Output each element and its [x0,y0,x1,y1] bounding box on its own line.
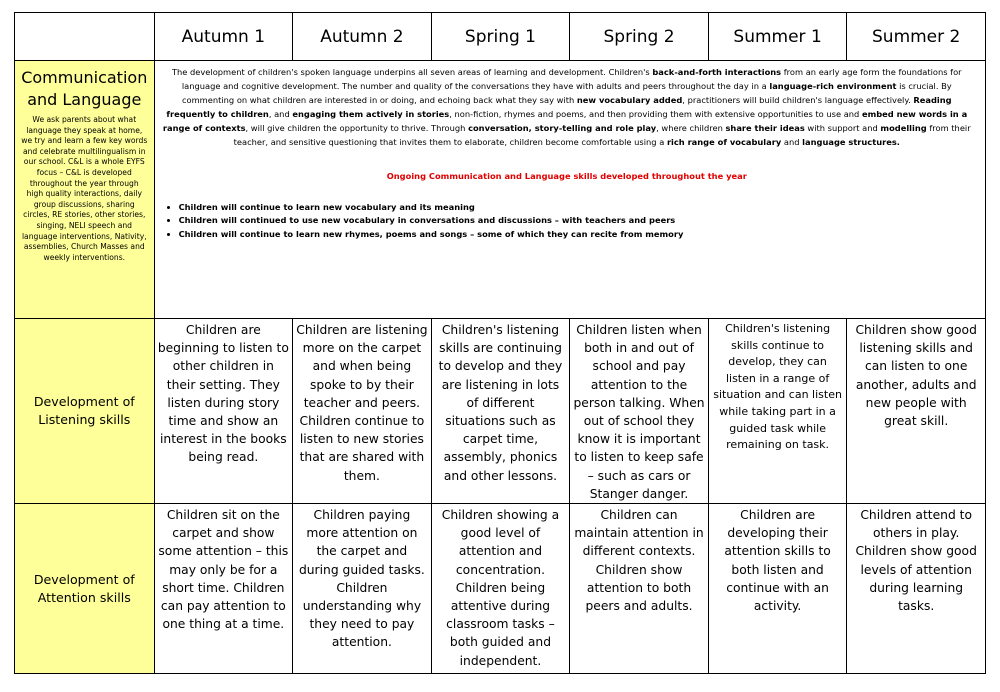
intro-text: , will give children the opportunity to thrive. Through [245,123,469,133]
listening-label: Development of Listening skills [15,319,155,504]
intro-text: is crucial. By commenting on what children are interested in or doing, and echoing back what they say with [181,81,952,105]
header-spring-2: Spring 2 [570,13,709,61]
intro-emphasis: modelling [880,123,927,133]
intro-emphasis: conversation, story-telling and role play [468,123,657,133]
listening-spring-2: Children listen when both in and out of school and pay attention to the person talking. When out of school they know it is important to listen to keep safe – such as cars or Stanger danger. [570,319,709,504]
ongoing-skills-list [161,201,973,241]
attention-spring-1: Children showing a good level of attention and concentration. Children being attentive during classroom tasks – both guided and independent. [431,504,570,674]
intro-emphasis: engaging them actively in stories [292,109,450,119]
communication-language-label-cell [15,61,155,319]
header-summer-2: Summer 2 [847,13,986,61]
intro-text: The development of children's spoken language underpins all seven areas of learning and development. Children's [171,67,653,77]
attention-autumn-2: Children paying more attention on the carpet and during guided tasks. Children understanding why they need to pay attention. [293,504,432,674]
intro-text: , where children [656,123,726,133]
intro-emphasis: back-and-forth interactions [652,67,782,77]
attention-summer-2: Children attend to others in play. Children show good levels of attention during learning tasks. [847,504,986,674]
intro-text: , non-fiction, rhymes and poems, and then providing them with extensive opportunities to use and [449,109,862,119]
communication-language-row [15,61,986,319]
header-corner [15,13,155,61]
list-item: • Children will continue to learn new vocabulary and its meaning [179,201,973,214]
listening-spring-1: Children's listening skills are continuing to develop and they are listening in lots of different situations such as carpet time, assembly, phonics and other lessons. [431,319,570,504]
intro-emphasis: share their ideas [725,123,805,133]
communication-language-description: We ask parents about what language they speak at home, we try and learn a few key words and celebrate multilingualism in our school. C&L is a whole EYFS focus – C&L is developed throughout the year through high quality interactions, daily group discussions, sharing circles, RE stories, other stories, singing, NELI speech and language interventions, Nativity, assemblies, Church Masses and weekly interventions. [21,115,148,262]
header-row [15,13,986,61]
intro-emphasis: language structures. [802,137,900,147]
communication-language-title: Communication and Language [21,68,148,109]
intro-emphasis: Reading frequently to children [166,95,952,119]
header-autumn-1: Autumn 1 [154,13,293,61]
intro-text: from their teacher, and sensitive questioning that invites them to elaborate, children become comfortable using a [233,123,971,147]
attention-spring-2: Children can maintain attention in different contexts. Children show attention to both peers and adults. [570,504,709,674]
header-autumn-2: Autumn 2 [293,13,432,61]
list-item: • Children will continue to learn new rhymes, poems and songs – some of which they can recite from memory [179,228,973,241]
intro-emphasis: embed new words in a range of contexts [162,109,968,133]
communication-language-overview [154,61,985,319]
list-item: • Children will continued to use new vocabulary in conversations and discussions – with teachers and peers [179,214,973,227]
intro-emphasis: language-rich environment [769,81,897,91]
attention-autumn-1: Children sit on the carpet and show some attention – this may only be for a short time. Children can pay attention to one thing at a time. [154,504,293,674]
intro-paragraph [161,65,973,149]
listening-summer-2: Children show good listening skills and can listen to one another, adults and new people with great skill. [847,319,986,504]
header-summer-1: Summer 1 [708,13,847,61]
listening-autumn-2: Children are listening more on the carpet and when being spoke to by their teacher and peers. Children continue to listen to new stories that are shared with them. [293,319,432,504]
intro-text: , practitioners will build children's language effectively. [682,95,914,105]
attention-row [15,504,986,674]
intro-emphasis: new vocabulary added [576,95,683,105]
listening-summer-1: Children's listening skills continue to develop, they can listen in a range of situation and can listen while taking part in a guided task while remaining on task. [708,319,847,504]
intro-text: and [781,137,803,147]
curriculum-table [14,12,986,674]
attention-summer-1: Children are developing their attention skills to both listen and continue with an activity. [708,504,847,674]
intro-text: , and [268,109,293,119]
attention-label: Development of Attention skills [15,504,155,674]
listening-autumn-1: Children are beginning to listen to other children in their setting. They listen during story time and show an interest in the books being read. [154,319,293,504]
intro-text: from an early age form the foundations for language and cognitive development. The number and quality of the conversations they have with adults and peers throughout the day in a [181,67,962,91]
listening-row [15,319,986,504]
ongoing-heading: Ongoing Communication and Language skills developed throughout the year [386,171,747,181]
header-spring-1: Spring 1 [431,13,570,61]
intro-emphasis: rich range of vocabulary [666,137,782,147]
intro-text: with support and [804,123,881,133]
